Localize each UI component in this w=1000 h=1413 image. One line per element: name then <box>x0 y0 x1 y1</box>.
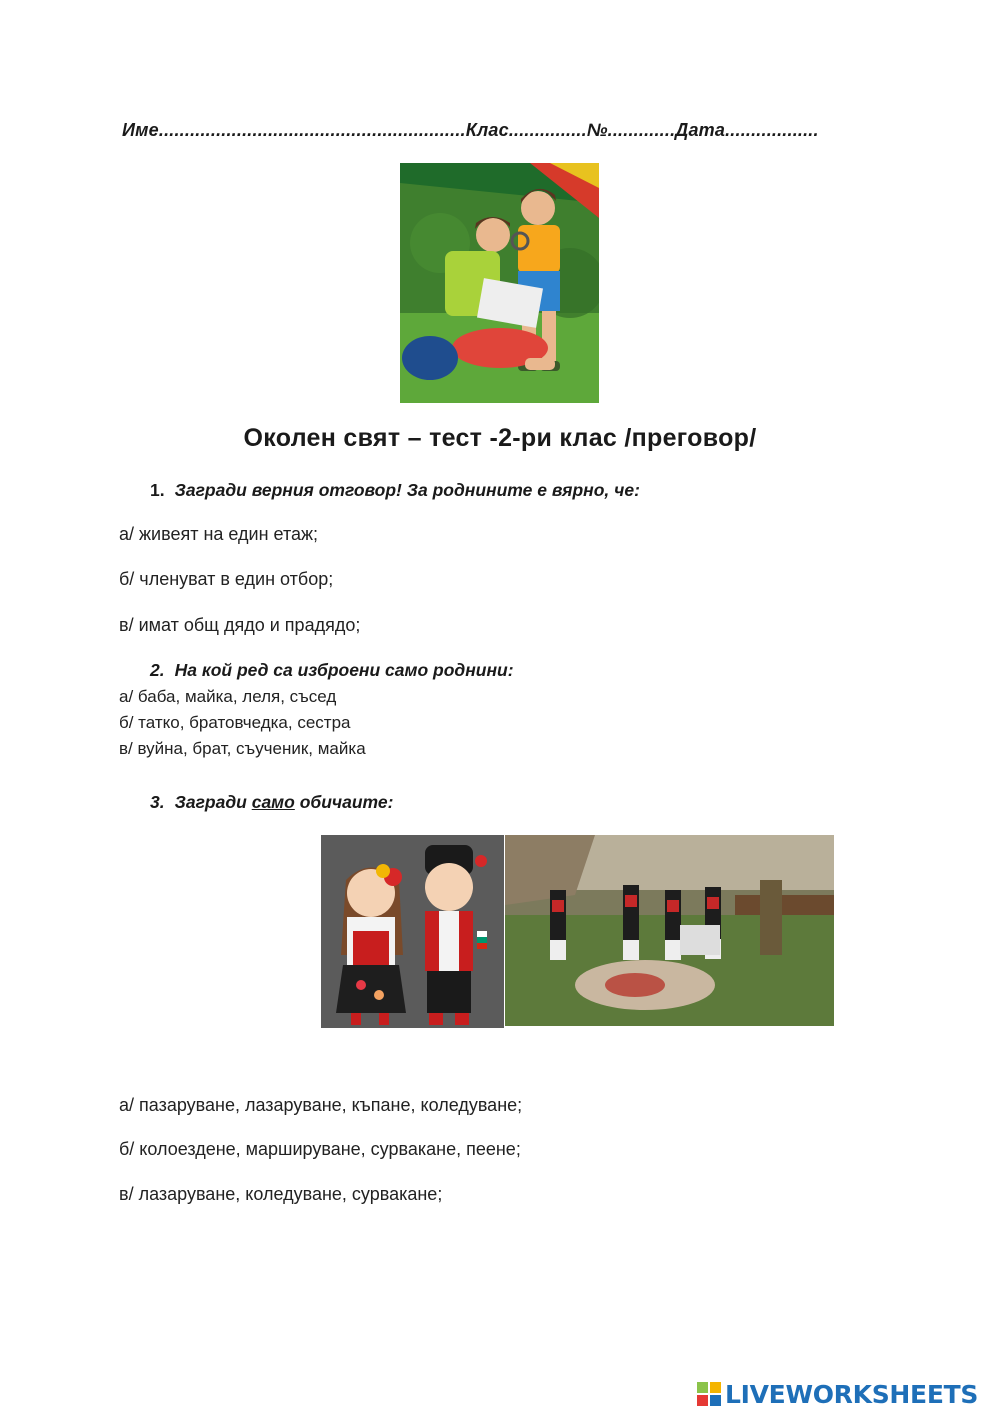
question-text-after: обичаите: <box>294 792 394 812</box>
question-number: 2. <box>150 660 165 680</box>
kids-exploring-illustration <box>400 163 599 403</box>
question-number: 3. <box>150 792 165 812</box>
answer-option[interactable]: в/ имат общ дядо и прадядо; <box>119 615 361 635</box>
answer-option[interactable]: б/ членуват в един отбор; <box>119 569 334 589</box>
page-title: Околен свят – тест -2-ри клас /преговор/ <box>243 424 757 452</box>
liveworksheets-logo-icon <box>697 1382 721 1406</box>
answer-option[interactable]: в/ лазаруване, коледуване, сурвакане; <box>119 1184 443 1204</box>
answer-option[interactable]: б/ татко, братовчедка, сестра <box>119 713 351 732</box>
answer-option[interactable]: в/ вуйна, брат, съученик, майка <box>119 739 366 758</box>
question-text-before: Загради <box>174 792 252 812</box>
question-text-underlined: само <box>251 792 295 812</box>
question-3 <box>150 792 393 813</box>
answer-option[interactable]: б/ колоездене, маршируване, сурвакане, пеене; <box>119 1139 521 1159</box>
question-2 <box>150 660 514 681</box>
question-text: На кой ред са изброени само роднини: <box>174 660 514 680</box>
question-number: 1. <box>150 480 165 500</box>
liveworksheets-logo[interactable] <box>697 1378 978 1410</box>
answer-option[interactable]: а/ пазаруване, лазаруване, къпане, коледуване; <box>119 1095 523 1115</box>
question-1 <box>150 480 640 501</box>
survakari-ritual-photo <box>505 835 834 1026</box>
answer-option[interactable]: а/ баба, майка, леля, съсед <box>119 687 337 706</box>
student-info-line: Име...........................................................Клас...............№.............Дата.................. <box>122 120 819 140</box>
liveworksheets-logo-text: LIVEWORKSHEETS <box>725 1379 979 1409</box>
question-text: Загради верния отговор! За роднините е вярно, че: <box>174 480 640 500</box>
folk-costume-children-illustration <box>321 835 504 1028</box>
answer-option[interactable]: а/ живеят на един етаж; <box>119 524 319 544</box>
